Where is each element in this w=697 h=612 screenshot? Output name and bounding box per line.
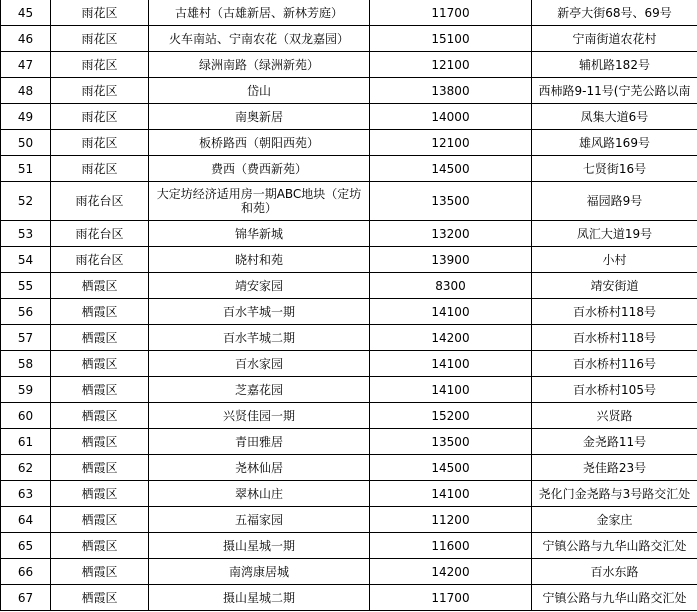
cell-no[interactable]: 49: [1, 104, 51, 130]
cell-price[interactable]: 13500: [370, 182, 532, 221]
cell-no[interactable]: 48: [1, 78, 51, 104]
cell-project[interactable]: 南奥新居: [149, 104, 370, 130]
cell-district[interactable]: 雨花区: [51, 130, 149, 156]
cell-price[interactable]: 13800: [370, 78, 532, 104]
cell-project[interactable]: 五福家园: [149, 507, 370, 533]
cell-project[interactable]: 兴贤佳园一期: [149, 403, 370, 429]
cell-no[interactable]: 65: [1, 533, 51, 559]
cell-address[interactable]: 宁南街道农花村: [532, 26, 697, 52]
cell-address[interactable]: 百水桥村118号: [532, 325, 697, 351]
cell-project[interactable]: 大定坊经济适用房一期ABC地块（定坊和苑）: [149, 182, 370, 221]
cell-no[interactable]: 64: [1, 507, 51, 533]
cell-district[interactable]: 雨花台区: [51, 221, 149, 247]
cell-address[interactable]: 尧佳路23号: [532, 455, 697, 481]
cell-price[interactable]: 15100: [370, 26, 532, 52]
table-row: [1, 325, 697, 351]
cell-project[interactable]: 百水芊城二期: [149, 325, 370, 351]
cell-district[interactable]: 栖霞区: [51, 507, 149, 533]
cell-no[interactable]: 52: [1, 182, 51, 221]
cell-address[interactable]: 百水桥村116号: [532, 351, 697, 377]
table-row: [1, 0, 697, 26]
table-row: [1, 221, 697, 247]
table-row: [1, 299, 697, 325]
cell-no[interactable]: 62: [1, 455, 51, 481]
cell-district[interactable]: 栖霞区: [51, 559, 149, 585]
cell-project[interactable]: 绿洲南路（绿洲新苑）: [149, 52, 370, 78]
cell-address[interactable]: 凤汇大道19号: [532, 221, 697, 247]
cell-project[interactable]: 摄山星城一期: [149, 533, 370, 559]
cell-project[interactable]: 锦华新城: [149, 221, 370, 247]
cell-no[interactable]: 66: [1, 559, 51, 585]
cell-project[interactable]: 青田雅居: [149, 429, 370, 455]
cell-price[interactable]: 14100: [370, 377, 532, 403]
cell-price[interactable]: 12100: [370, 52, 532, 78]
cell-no[interactable]: 51: [1, 156, 51, 182]
cell-no[interactable]: 57: [1, 325, 51, 351]
cell-address[interactable]: 百水东路: [532, 559, 697, 585]
cell-project[interactable]: 靖安家园: [149, 273, 370, 299]
cell-price[interactable]: 11600: [370, 533, 532, 559]
cell-district[interactable]: 栖霞区: [51, 481, 149, 507]
table-row: [1, 182, 697, 221]
cell-district[interactable]: 雨花区: [51, 52, 149, 78]
cell-no[interactable]: 59: [1, 377, 51, 403]
table-row: [1, 104, 697, 130]
table-row: [1, 351, 697, 377]
cell-no[interactable]: 45: [1, 0, 51, 26]
cell-price[interactable]: 14100: [370, 481, 532, 507]
table-row: [1, 507, 697, 533]
cell-project[interactable]: 翠林山庄: [149, 481, 370, 507]
cell-no[interactable]: 54: [1, 247, 51, 273]
cell-project[interactable]: 古雄村（古雄新居、新林芳庭）: [149, 0, 370, 26]
cell-no[interactable]: 56: [1, 299, 51, 325]
cell-district[interactable]: 雨花台区: [51, 247, 149, 273]
table-row: [1, 130, 697, 156]
cell-address[interactable]: 福园路9号: [532, 182, 697, 221]
cell-price[interactable]: 14100: [370, 299, 532, 325]
cell-price[interactable]: 11700: [370, 585, 532, 611]
cell-district[interactable]: 栖霞区: [51, 429, 149, 455]
cell-price[interactable]: 14200: [370, 325, 532, 351]
table-row: [1, 156, 697, 182]
cell-project[interactable]: 芝嘉花园: [149, 377, 370, 403]
table-row: [1, 52, 697, 78]
cell-no[interactable]: 58: [1, 351, 51, 377]
table-row: [1, 481, 697, 507]
cell-project[interactable]: 岱山: [149, 78, 370, 104]
cell-district[interactable]: 雨花区: [51, 156, 149, 182]
cell-address[interactable]: 尧化门金尧路与3号路交汇处: [532, 481, 697, 507]
cell-no[interactable]: 63: [1, 481, 51, 507]
cell-district[interactable]: 栖霞区: [51, 351, 149, 377]
table-row: [1, 26, 697, 52]
cell-project[interactable]: 费西（费西新苑）: [149, 156, 370, 182]
cell-project[interactable]: 晓村和苑: [149, 247, 370, 273]
table-row: [1, 585, 697, 611]
cell-address[interactable]: 宁镇公路与九华山路交汇处: [532, 585, 697, 611]
cell-district[interactable]: 栖霞区: [51, 299, 149, 325]
cell-district[interactable]: 雨花区: [51, 78, 149, 104]
cell-project[interactable]: 火车南站、宁南农花（双龙嘉园）: [149, 26, 370, 52]
cell-district[interactable]: 栖霞区: [51, 325, 149, 351]
cell-no[interactable]: 50: [1, 130, 51, 156]
cell-price[interactable]: 13200: [370, 221, 532, 247]
cell-no[interactable]: 67: [1, 585, 51, 611]
cell-price[interactable]: 14500: [370, 156, 532, 182]
cell-address[interactable]: 靖安街道: [532, 273, 697, 299]
cell-address[interactable]: 凤集大道6号: [532, 104, 697, 130]
cell-address[interactable]: 百水桥村105号: [532, 377, 697, 403]
cell-district[interactable]: 雨花台区: [51, 182, 149, 221]
cell-district[interactable]: 栖霞区: [51, 585, 149, 611]
cell-project[interactable]: 百水芊城一期: [149, 299, 370, 325]
cell-district[interactable]: 雨花区: [51, 0, 149, 26]
cell-no[interactable]: 55: [1, 273, 51, 299]
cell-no[interactable]: 60: [1, 403, 51, 429]
cell-price[interactable]: 15200: [370, 403, 532, 429]
cell-project[interactable]: 板桥路西（朝阳西苑）: [149, 130, 370, 156]
cell-district[interactable]: 栖霞区: [51, 403, 149, 429]
cell-address[interactable]: 金家庄: [532, 507, 697, 533]
cell-district[interactable]: 栖霞区: [51, 533, 149, 559]
cell-price[interactable]: 8300: [370, 273, 532, 299]
cell-no[interactable]: 61: [1, 429, 51, 455]
table-row: [1, 533, 697, 559]
table-row: [1, 403, 697, 429]
cell-district[interactable]: 栖霞区: [51, 455, 149, 481]
cell-project[interactable]: 南湾康居城: [149, 559, 370, 585]
cell-price[interactable]: 13900: [370, 247, 532, 273]
cell-no[interactable]: 53: [1, 221, 51, 247]
cell-address[interactable]: 七贤街16号: [532, 156, 697, 182]
table-row: [1, 559, 697, 585]
table-row: [1, 429, 697, 455]
cell-address[interactable]: 新亭大街68号、69号: [532, 0, 697, 26]
cell-project[interactable]: 摄山星城二期: [149, 585, 370, 611]
cell-price[interactable]: 14000: [370, 104, 532, 130]
table-body: [1, 0, 697, 611]
cell-district[interactable]: 雨花区: [51, 26, 149, 52]
cell-project[interactable]: 百水家园: [149, 351, 370, 377]
cell-price[interactable]: 14500: [370, 455, 532, 481]
cell-no[interactable]: 47: [1, 52, 51, 78]
cell-address[interactable]: 雄风路169号: [532, 130, 697, 156]
cell-project[interactable]: 尧林仙居: [149, 455, 370, 481]
cell-district[interactable]: 雨花区: [51, 104, 149, 130]
cell-price[interactable]: 14100: [370, 351, 532, 377]
table-row: [1, 273, 697, 299]
cell-price[interactable]: 11200: [370, 507, 532, 533]
cell-district[interactable]: 栖霞区: [51, 377, 149, 403]
cell-address[interactable]: 辅机路182号: [532, 52, 697, 78]
table-row: [1, 377, 697, 403]
cell-address[interactable]: 金尧路11号: [532, 429, 697, 455]
cell-price[interactable]: 14200: [370, 559, 532, 585]
cell-district[interactable]: 栖霞区: [51, 273, 149, 299]
cell-address[interactable]: 兴贤路: [532, 403, 697, 429]
table-row: [1, 455, 697, 481]
cell-no[interactable]: 46: [1, 26, 51, 52]
cell-price[interactable]: 11700: [370, 0, 532, 26]
cell-address[interactable]: 西柿路9-11号(宁芜公路以南: [532, 78, 697, 104]
cell-address[interactable]: 百水桥村118号: [532, 299, 697, 325]
table-row: [1, 78, 697, 104]
cell-address[interactable]: 小村: [532, 247, 697, 273]
cell-address[interactable]: 宁镇公路与九华山路交汇处: [532, 533, 697, 559]
cell-price[interactable]: 13500: [370, 429, 532, 455]
cell-price[interactable]: 12100: [370, 130, 532, 156]
table-row: [1, 247, 697, 273]
